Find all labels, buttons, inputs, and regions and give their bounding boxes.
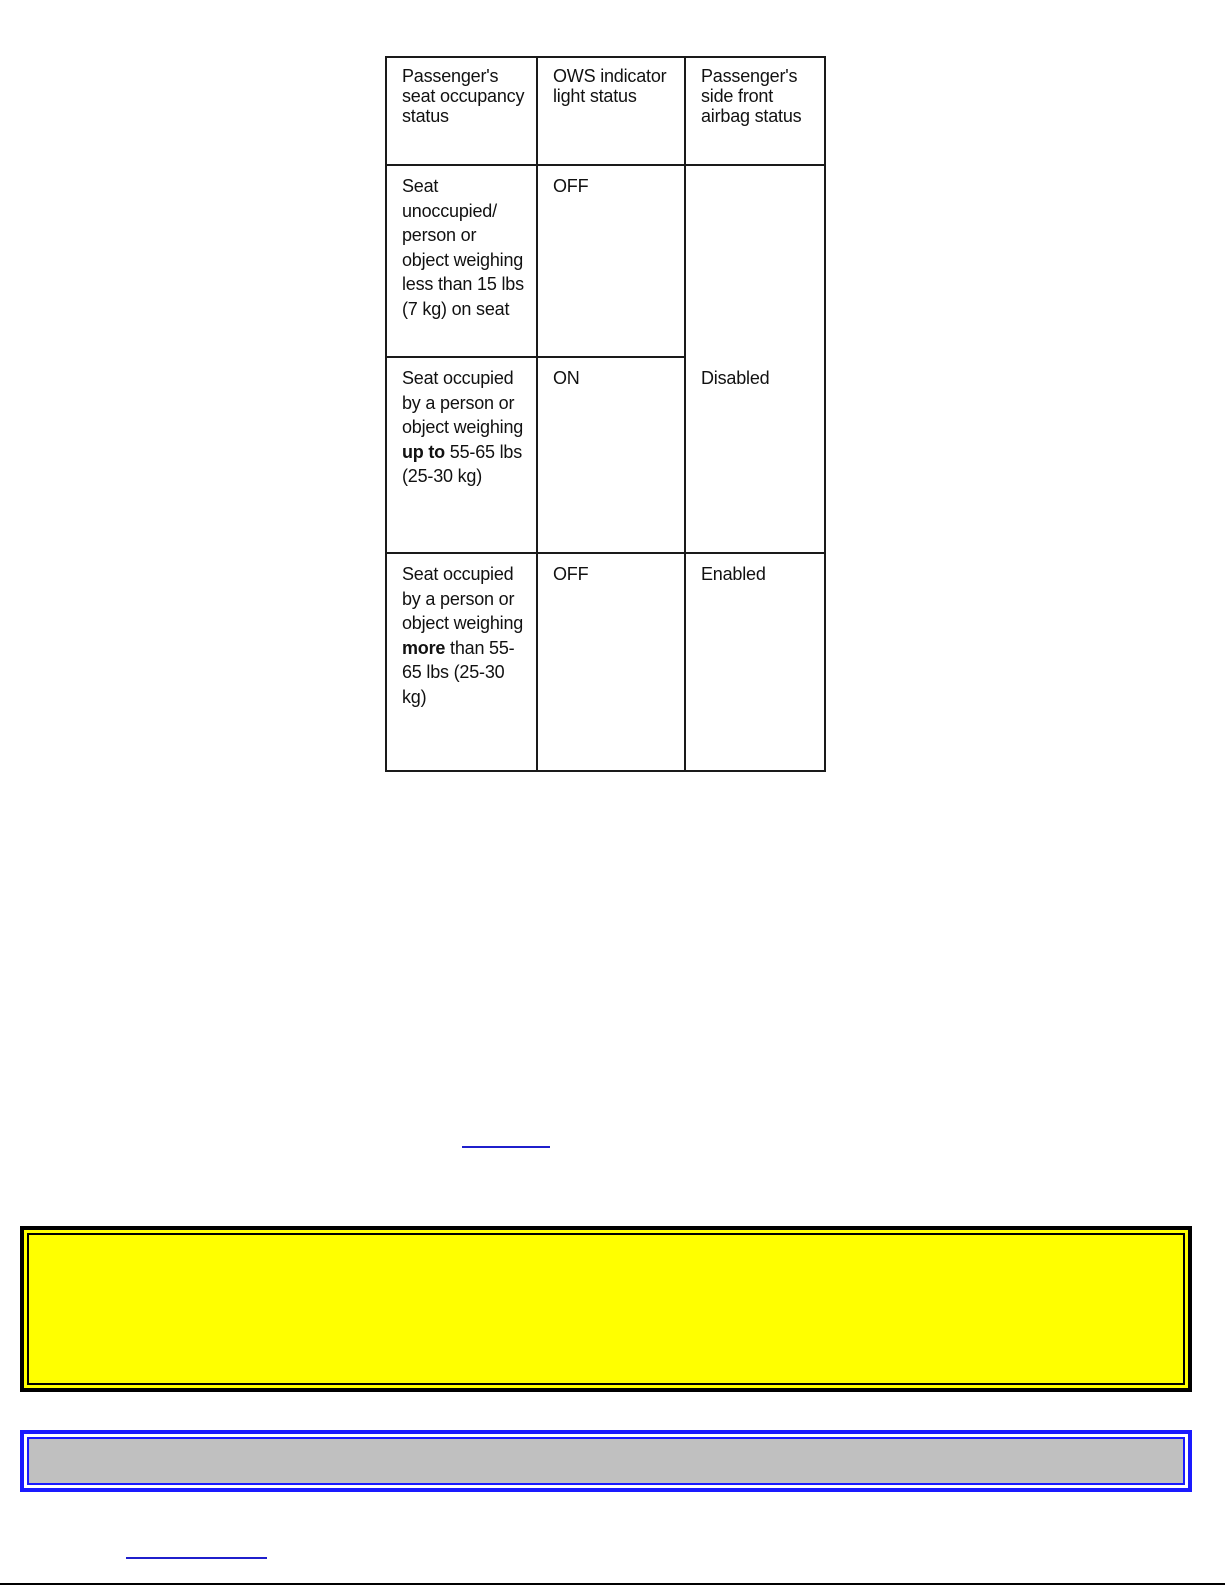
navigation-bar-frame [24,1434,1188,1488]
table-row [386,553,825,771]
ows-status-table [385,56,826,772]
occupancy-cell [386,553,537,771]
navigation-bar-body [27,1437,1185,1485]
navigation-bar [20,1430,1192,1492]
occupancy-text: Seat occupied by a person or object weighing [402,368,524,437]
occupancy-text: than 55-65 lbs (25-30 kg) [402,637,515,707]
indicator-cell: ON [537,357,685,553]
table-row [386,165,825,357]
occupancy-emphasis: up to [402,441,445,462]
warning-banner-body [27,1233,1185,1385]
header-airbag-status: Passenger's side front airbag status [685,57,825,165]
hyperlink-underline[interactable] [462,1146,550,1148]
header-seat-occupancy: Passenger's seat occupancy status [386,57,537,165]
warning-banner-frame [24,1230,1188,1388]
indicator-cell: OFF [537,165,685,357]
airbag-cell: Disabled [685,165,825,553]
occupancy-emphasis: more [402,637,446,658]
occupancy-cell: Seat unoccupied/ person or object weighing less than 15 lbs (7 kg) on seat [386,165,537,357]
footer-link-underline[interactable] [126,1557,267,1559]
airbag-cell: Enabled [685,553,825,771]
table-header-row [386,57,825,165]
occupancy-text: 55-65 lbs (25-30 kg) [402,441,523,486]
warning-banner [20,1226,1192,1392]
occupancy-text: Seat occupied by a person or object weighing [402,564,524,633]
indicator-cell: OFF [537,553,685,771]
header-ows-indicator: OWS indicator light status [537,57,685,165]
occupancy-cell [386,357,537,553]
